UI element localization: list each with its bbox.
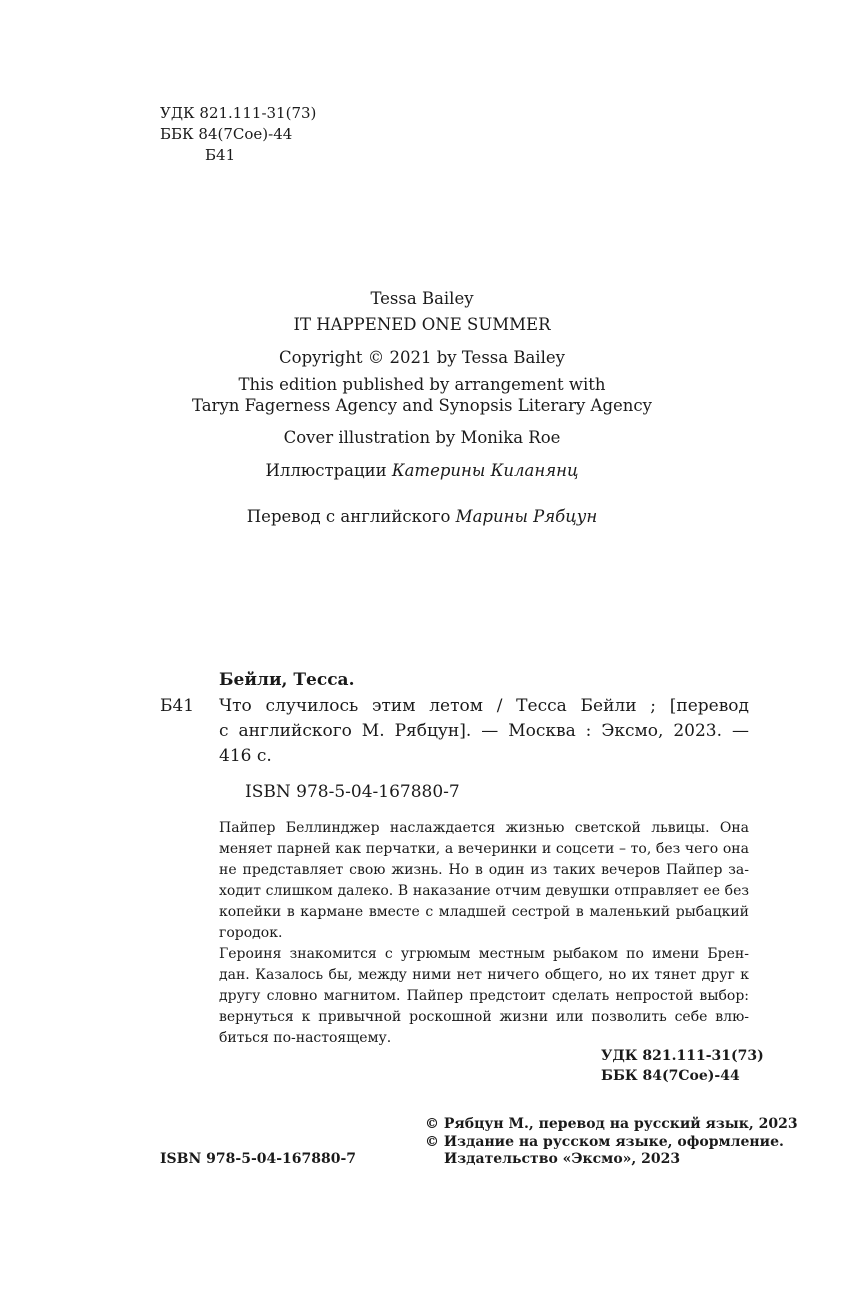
translation-name: Марины Рябцун (455, 507, 598, 526)
annotation-line: городок. (219, 925, 283, 941)
illustrations-name: Катерины Киланянц (391, 461, 579, 480)
annotation-line: дан. Казалось бы, между ними нет ничего общего, но их тянет друг к (219, 967, 749, 983)
annotation-line: меняет парней как перчатки, а вечеринки и соцсети – то, без чего она (219, 841, 749, 857)
footer-isbn: ISBN 978-5-04-167880-7 (160, 1151, 357, 1167)
annotation-line: ходит слишком далеко. В наказание отчим девушки отправляет ее без (219, 883, 749, 899)
annotation-line: Пайпер Беллинджер наслаждается жизнью светской львицы. Она (219, 820, 749, 836)
annotation-line: Героиня знакомится с угрюмым местным рыбаком по имени Брен- (219, 946, 749, 962)
translation-credit (0, 507, 844, 526)
catalog-heading: Бейли, Тесса. (219, 670, 355, 690)
footer-publisher: Издательство «Эксмо», 2023 (444, 1151, 681, 1167)
annotation-line: не представляет свою жизнь. Но в один из таких вечеров Пайпер за- (219, 862, 749, 878)
footer-copyright-translation: © Рябцун М., перевод на русский язык, 2023 (425, 1116, 798, 1132)
original-author: Tessa Bailey (370, 289, 474, 308)
annotation-bbk-code: ББК 84(7Сое)-44 (601, 1068, 740, 1084)
catalog-line-2: с английского М. Рябцун]. — Москва : Эксмо, 2023. — (219, 721, 749, 741)
annotation-line: копейки в кармане вместе с младшей сестрой в маленький рыбацкий (219, 904, 749, 920)
illustrations-label: Иллюстрации (265, 461, 387, 480)
footer-copyright-edition: © Издание на русском языке, оформление. (425, 1134, 784, 1150)
top-udk-code: УДК 821.111-31(73) (160, 104, 317, 122)
catalog-line-3: 416 с. (219, 746, 272, 766)
catalog-sign: Б41 (160, 696, 195, 716)
catalog-isbn: ISBN 978-5-04-167880-7 (245, 782, 460, 802)
translation-label: Перевод с английского (246, 507, 451, 526)
catalog-line-1: Что случилось этим летом / Тесса Бейли ; [перевод (219, 696, 749, 716)
edition-line-2: Taryn Fagerness Agency and Synopsis Literary Agency (192, 396, 652, 415)
original-copyright: Copyright © 2021 by Tessa Bailey (279, 348, 565, 367)
top-bbk-code: ББК 84(7Сое)-44 (160, 125, 293, 143)
edition-line-1: This edition published by arrangement with (238, 375, 606, 394)
annotation-line: другу словно магнитом. Пайпер предстоит сделать непростой выбор: (219, 988, 749, 1004)
top-author-sign: Б41 (205, 146, 236, 164)
annotation-line: биться по-настоящему. (219, 1030, 392, 1046)
original-title: IT HAPPENED ONE SUMMER (293, 315, 551, 334)
annotation-line: вернуться к привычной роскошной жизни или позволить себе влю- (219, 1009, 749, 1025)
illustrations-credit (0, 461, 844, 480)
cover-illustration-credit: Cover illustration by Monika Roe (283, 428, 561, 447)
annotation-udk-code: УДК 821.111-31(73) (601, 1048, 764, 1064)
